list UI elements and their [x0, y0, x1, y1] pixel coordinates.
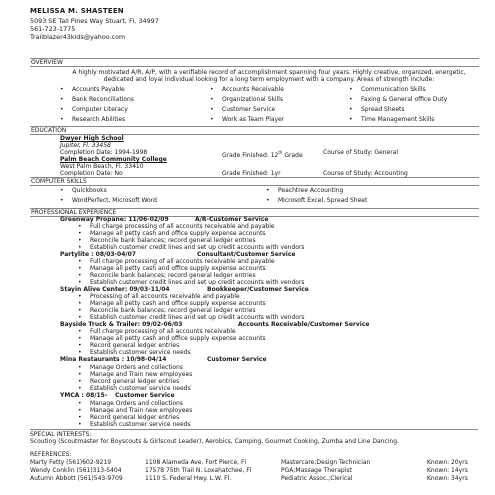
job-role: Accounts Receivable/Customer Service: [238, 321, 370, 328]
skill-item: • Peachtree Accounting: [278, 187, 343, 194]
duty-item: • Manage Orders and collections: [90, 400, 183, 407]
phone: 561-723-1775: [30, 25, 76, 33]
duty-item: • Establish customer service needs: [90, 349, 191, 356]
duty-item: • Full charge processing of all accounts receivable and payable: [90, 223, 275, 230]
strength-item: • Organizational Skills: [222, 96, 283, 103]
job-role: Bookkeeper/Customer Service: [207, 286, 309, 293]
school-name: Dwyer High School: [60, 135, 124, 142]
duty-item: • Establish customer credit lines and set up credit accounts with vendors: [90, 314, 305, 321]
strength-item: • Bank Reconciliations: [72, 96, 134, 103]
duty-item: • Establish customer service needs: [90, 421, 191, 428]
course-of-study: Course of Study: Accounting: [323, 170, 408, 177]
reference-known: Known: 34yrs: [427, 475, 468, 482]
job-role: Customer Service: [115, 392, 175, 399]
section-professional-experience: PROFESSIONAL EXPERIENCE: [30, 208, 479, 217]
strength-item: • Time Management Skills: [361, 116, 434, 123]
reference-address: 17578 75th Trail N. Loxahatchee, Fl: [145, 467, 252, 474]
strength-item: • Accounts Receivable: [222, 86, 284, 93]
special-interests-text: Scouting (Scoutmaster for Boyscouts & Girlscout Leader), Aerobics, Camping, Gourmet Cooking, Zumba and Line Dancing.: [30, 438, 399, 445]
strength-item: • Research Abilities: [72, 116, 125, 123]
section-education: EDUCATION: [30, 126, 479, 135]
duty-item: • Full charge processing of all accounts receivable: [90, 328, 236, 335]
completion-date: Completion Date: No: [60, 170, 123, 177]
duty-item: • Full charge processing of all accounts receivable and payable: [90, 258, 275, 265]
job-role: A/R-Customer Service: [195, 216, 269, 223]
duty-item: • Manage Orders and collections: [90, 364, 183, 371]
section-overview: OVERVIEW: [30, 58, 479, 67]
duty-item: • Record general ledger entries: [90, 342, 179, 349]
reference-employer: PGA;Massage Therapist: [281, 467, 352, 474]
grade-finished: Grade Finished: 12th Grade: [222, 150, 303, 159]
duty-item: • Reconcile bank balances; record general ledger entries: [90, 307, 256, 314]
completion-date: Completion Date: 1994-1998: [60, 149, 148, 156]
duty-item: • Establish customer service needs: [90, 385, 191, 392]
employer: Greenway Propane: 11/06-02/09: [60, 216, 169, 223]
course-of-study: Course of Study: General: [323, 149, 399, 156]
school-location: West Palm Beach, Fl. 33410: [60, 163, 144, 170]
strength-item: • Work as Team Player: [222, 116, 284, 123]
section-special-interests: SPECIAL INTERESTS:: [30, 429, 478, 438]
reference-address: 1110 S. Federal Hwy. L.W. Fl.: [145, 475, 232, 482]
overview-summary: A highly motivated A/R, A/P, with a verifiable record of accomplishment spanning four years. Highly creative, organized, energetic, dedicated and loyal individual looking for a long term employment with a company. Areas of strength include:: [72, 69, 466, 83]
skill-item: • WordPerfect, Microsoft Word: [72, 197, 157, 204]
strength-item: • Communication Skills: [361, 86, 426, 93]
reference-address: 1108 Alameda Ave, Fort Pierce, Fl: [145, 459, 247, 466]
duty-item: • Record general ledger entries: [90, 378, 179, 385]
reference-known: Known: 14yrs: [427, 467, 468, 474]
duty-item: • Establish customer credit lines and set up credit accounts with vendors: [90, 279, 305, 286]
duty-item: • Record general ledger entries: [90, 414, 179, 421]
employer: Stayin Alive Center: 09/03-11/04: [60, 286, 170, 293]
strength-item: • Computer Literacy: [72, 106, 128, 113]
address: 5093 SE Tall Pines Way Stuart, Fl. 34997: [30, 17, 159, 25]
section-references: REFERENCES:: [30, 451, 72, 458]
duty-item: • Manage all petty cash and office supply expense accounts: [90, 230, 266, 237]
duty-item: • Reconcile bank balances; record general ledger entries: [90, 272, 256, 279]
grade-finished: Grade Finished: 1yr: [222, 170, 281, 177]
duty-item: • Reconcile bank balances; record general ledger entries: [90, 237, 256, 244]
reference-contact: Marty Fetty (561)602-9219: [30, 459, 112, 466]
reference-contact: Wendy Conklin (561)313-5404: [30, 467, 122, 474]
school-name: Palm Beach Community College: [60, 156, 167, 163]
employer: Bayside Truck & Trailer: 09/02-06/03: [60, 321, 183, 328]
candidate-name: MELISSA M. SHASTEEN: [30, 7, 124, 15]
duty-item: • Manage all petty cash and office supply expense accounts: [90, 335, 266, 342]
duty-item: • Establish customer credit lines and set up credit accounts with vendors: [90, 244, 305, 251]
job-role: Customer Service: [207, 356, 267, 363]
school-location: Jupiter, Fl. 33458: [60, 142, 111, 149]
reference-known: Known: 20yrs: [427, 459, 468, 466]
duty-item: • Manage and Train new employees: [90, 371, 192, 378]
duty-item: • Manage all petty cash and office supply expense accounts: [90, 300, 266, 307]
skill-item: • Microsoft Excel, Spread Sheet: [278, 197, 367, 204]
employer: Partylite : 08/03-04/07: [60, 251, 136, 258]
job-role: Consultant/Customer Service: [197, 251, 296, 258]
email: Trailblazer43kids@yahoo.com: [30, 33, 126, 41]
strength-item: • Customer Service: [222, 106, 275, 113]
strength-item: • Accounts Payable: [72, 86, 125, 93]
skill-item: • Quickbooks: [72, 187, 107, 194]
reference-employer: Pediatric Assoc.;Clerical: [281, 475, 353, 482]
employer: YMCA : 08/15-: [60, 392, 108, 399]
reference-employer: Mastercare;Design Technician: [281, 459, 371, 466]
strength-item: • Spread Sheets: [361, 106, 405, 113]
strength-item: • Faxing & General office Duty: [361, 96, 447, 103]
employer: Mina Restaurants : 10/98-04/14: [60, 356, 167, 363]
duty-item: • Manage and Train new employees: [90, 407, 192, 414]
section-computer-skills: COMPUTER SKILLS: [30, 177, 479, 186]
duty-item: • Processing of all accounts receivable and payable: [90, 293, 240, 300]
duty-item: • Manage all petty cash and office supply expense accounts: [90, 265, 266, 272]
reference-contact: Autumn Abbott (561)543-9709: [30, 475, 123, 482]
